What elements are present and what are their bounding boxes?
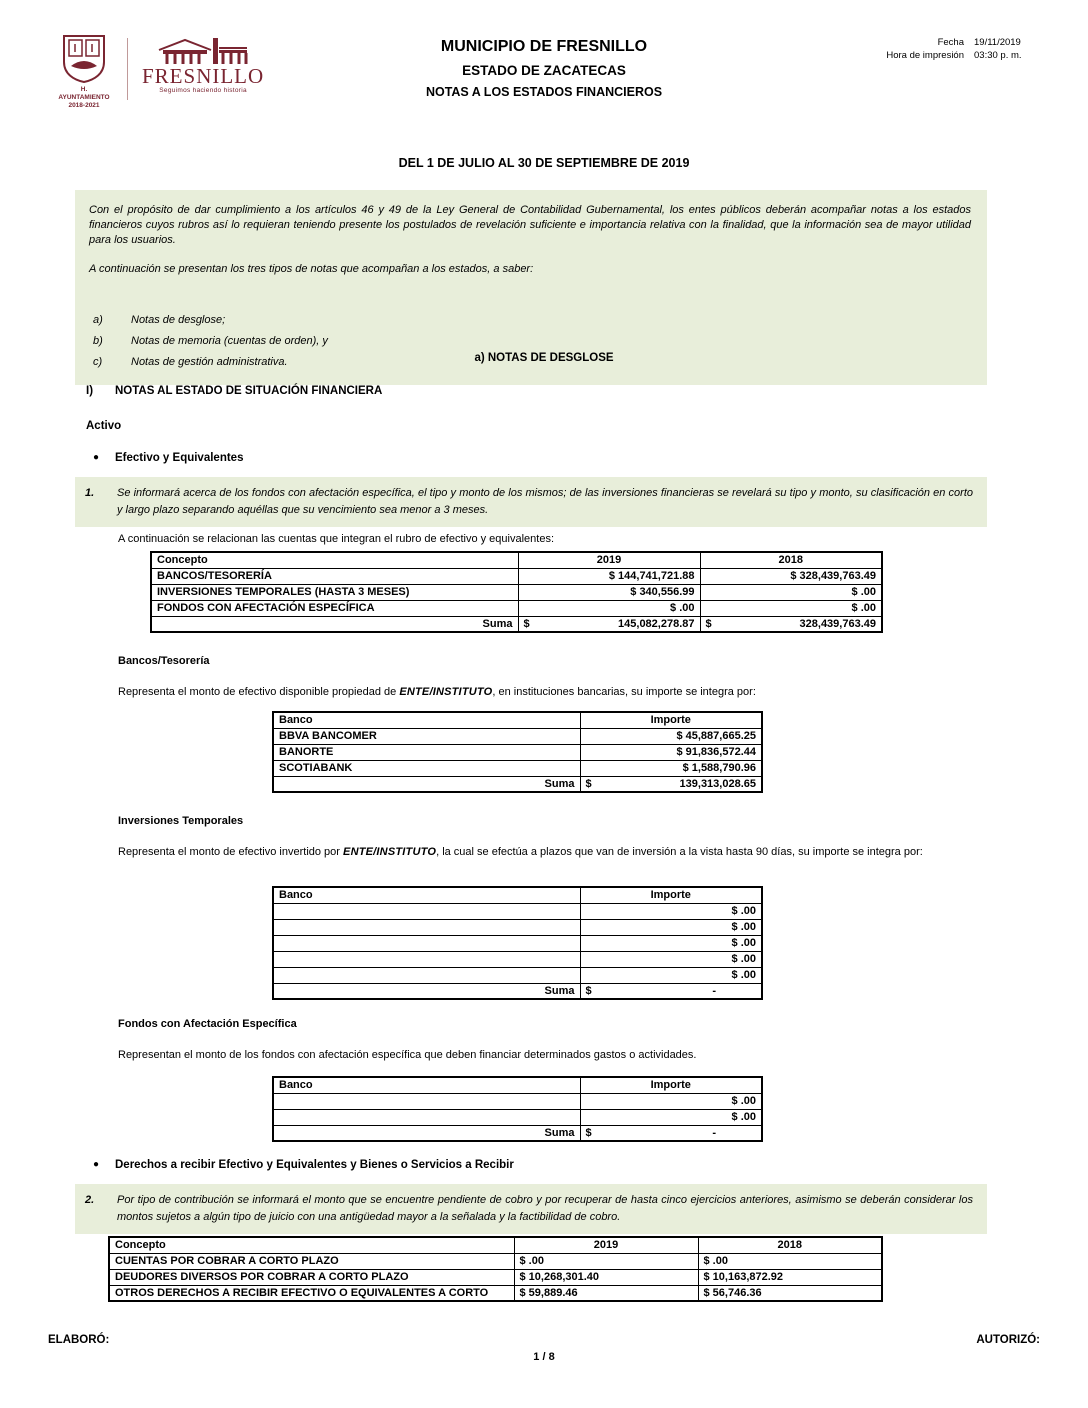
suma-label-cell: Suma xyxy=(273,776,580,792)
fondos-heading: Fondos con Afectación Específica xyxy=(118,1018,297,1030)
column-header: 2019 xyxy=(518,552,700,568)
document-title: MUNICIPIO DE FRESNILLO xyxy=(440,38,648,55)
amount-cell: $ .00 xyxy=(580,919,762,935)
table-row xyxy=(273,728,762,744)
table-header-row xyxy=(273,1077,762,1093)
suma-amount-cell xyxy=(518,616,700,632)
amount-cell: $ 45,887,665.25 xyxy=(580,728,762,744)
amount-cell: $ .00 xyxy=(580,967,762,983)
ente-instituto-emphasis: ENTE/INSTITUTO xyxy=(399,686,493,698)
bullet-icon: ● xyxy=(93,452,100,463)
table-header-row xyxy=(273,887,762,903)
amount-cell: $ 144,741,721.88 xyxy=(518,568,700,584)
column-header: 2018 xyxy=(698,1237,882,1253)
period-title: DEL 1 DE JULIO AL 30 DE SEPTIEMBRE DE 2019 xyxy=(398,156,690,170)
note-text: Por tipo de contribución se informará el monto que se encuentre pendiente de cobro y por recuperar de hasta cinco ejercicios anteriores, asimismo se deberán considerar los montos sujetos a algún tipo de juicio con una antigüedad mayor a la señalada y la factibilidad de cobro. xyxy=(117,1194,973,1223)
list-item-marker: b) xyxy=(93,335,103,347)
suma-row xyxy=(273,776,762,792)
suma-value: 328,439,763.49 xyxy=(799,617,876,630)
desglose-section-title: a) NOTAS DE DESGLOSE xyxy=(474,352,614,364)
suma-row xyxy=(151,616,882,632)
bancos-heading: Bancos/Tesorería xyxy=(118,655,210,667)
suma-amount-cell xyxy=(580,1125,762,1141)
print-info xyxy=(886,36,1046,62)
intro-paragraph-2: A continuación se presentan los tres tipos de notas que acompañan a los estados, a saber: xyxy=(89,263,534,275)
currency-symbol: $ xyxy=(705,617,712,630)
amount-cell: $ .00 xyxy=(700,600,882,616)
table-row xyxy=(109,1269,882,1285)
inversiones-text-post: , la cual se efectúa a plazos que van de inversión a la vista hasta 90 días, su importe se integra por: xyxy=(436,846,923,858)
bancos-text-pre: Representa el monto de efectivo disponible propiedad de xyxy=(118,686,400,698)
row-label-cell: SCOTIABANK xyxy=(273,760,580,776)
table-row xyxy=(273,935,762,951)
row-label-cell: OTROS DERECHOS A RECIBIR EFECTIVO O EQUIVALENTES A CORTO xyxy=(109,1285,514,1301)
row-label-cell xyxy=(273,903,580,919)
amount-cell: $ .00 xyxy=(580,935,762,951)
column-header: Importe xyxy=(580,887,762,903)
table-row xyxy=(273,919,762,935)
column-header: Concepto xyxy=(109,1237,514,1253)
table-header-row xyxy=(109,1237,882,1253)
note-1-box xyxy=(75,477,987,527)
row-label-cell xyxy=(273,919,580,935)
note-number: 1. xyxy=(85,487,95,499)
list-item-text: Notas de desglose; xyxy=(131,314,226,326)
table-row xyxy=(273,903,762,919)
row-label-cell: BBVA BANCOMER xyxy=(273,728,580,744)
caption-line-1: H. AYUNTAMIENTO xyxy=(58,86,110,101)
print-date-row xyxy=(886,36,1046,49)
currency-symbol: $ xyxy=(585,1126,592,1139)
amount-cell: $ .00 xyxy=(698,1253,882,1269)
suma-amount-cell xyxy=(580,776,762,792)
amount-cell: $ 59,889.46 xyxy=(514,1285,698,1301)
table-row xyxy=(151,600,882,616)
brand-tagline: Seguimos haciendo historia xyxy=(159,87,247,94)
amount-cell: $ .00 xyxy=(700,584,882,600)
amount-cell: $ .00 xyxy=(518,600,700,616)
row-label-cell xyxy=(273,935,580,951)
column-header: Banco xyxy=(273,887,580,903)
list-item-marker: c) xyxy=(93,356,103,368)
amount-cell: $ 328,439,763.49 xyxy=(700,568,882,584)
suma-value: - xyxy=(712,1126,716,1139)
table-row xyxy=(273,1093,762,1109)
efectivo-equivalentes-table xyxy=(150,551,883,633)
suma-row xyxy=(273,1125,762,1141)
derechos-bullet-label: Derechos a recibir Efectivo y Equivalentes y Bienes o Servicios a Recibir xyxy=(115,1159,514,1171)
amount-cell: $ 10,163,872.92 xyxy=(698,1269,882,1285)
suma-label-cell: Suma xyxy=(273,1125,580,1141)
row-label-cell: BANCOS/TESORERÍA xyxy=(151,568,518,584)
elaboro-label: ELABORÓ: xyxy=(48,1334,110,1346)
fondos-afectacion-table xyxy=(272,1076,763,1142)
situacion-section-marker: I) xyxy=(86,385,94,397)
row-label-cell xyxy=(273,1093,580,1109)
row-label-cell xyxy=(273,951,580,967)
print-time-value: 03:30 p. m. xyxy=(974,50,1022,61)
column-header: Importe xyxy=(580,1077,762,1093)
table-row xyxy=(109,1253,882,1269)
amount-cell: $ 56,746.36 xyxy=(698,1285,882,1301)
page-number: 1 / 8 xyxy=(533,1351,555,1363)
note-text: Se informará acerca de los fondos con afectación específica, el tipo y monto de los mismos; de las inversiones financieras se revelará su tipo y monto, su clasificación en corto y largo plazo separando aquéllas que su vencimiento sea menor a 3 meses. xyxy=(117,487,973,516)
column-header: Importe xyxy=(580,712,762,728)
print-date-label: Fecha xyxy=(937,37,964,48)
table-row xyxy=(151,568,882,584)
suma-amount-cell xyxy=(580,983,762,999)
suma-value: - xyxy=(712,984,716,997)
print-date-value: 19/11/2019 xyxy=(974,37,1021,48)
row-label-cell: CUENTAS POR COBRAR A CORTO PLAZO xyxy=(109,1253,514,1269)
document-subtitle-state: ESTADO DE ZACATECAS xyxy=(462,63,626,78)
column-header: Banco xyxy=(273,712,580,728)
bancos-text-post: , en instituciones bancarias, su importe se integra por: xyxy=(492,686,756,698)
currency-symbol: $ xyxy=(585,984,592,997)
efectivo-intro-paragraph: A continuación se relacionan las cuentas que integran el rubro de efectivo y equivalentes: xyxy=(118,533,555,545)
column-header: 2019 xyxy=(514,1237,698,1253)
list-item-marker: a) xyxy=(93,314,103,326)
amount-cell: $ 91,836,572.44 xyxy=(580,744,762,760)
list-item-text: Notas de memoria (cuentas de orden), y xyxy=(131,335,328,347)
inversiones-paragraph xyxy=(118,845,986,861)
table-header-row xyxy=(273,712,762,728)
document-subtitle-notes: NOTAS A LOS ESTADOS FINANCIEROS xyxy=(425,85,663,99)
derechos-recibir-table xyxy=(108,1236,883,1302)
row-label-cell: FONDOS CON AFECTACIÓN ESPECÍFICA xyxy=(151,600,518,616)
suma-value: 145,082,278.87 xyxy=(618,617,695,630)
table-row xyxy=(273,967,762,983)
column-header: Concepto xyxy=(151,552,518,568)
ente-instituto-emphasis: ENTE/INSTITUTO xyxy=(343,846,437,858)
table-row xyxy=(109,1285,882,1301)
row-label-cell: INVERSIONES TEMPORALES (HASTA 3 MESES) xyxy=(151,584,518,600)
derechos-bullet-heading xyxy=(93,1159,514,1171)
efectivo-bullet-label: Efectivo y Equivalentes xyxy=(115,452,244,464)
note-number: 2. xyxy=(85,1194,95,1206)
suma-row xyxy=(273,983,762,999)
column-header: 2018 xyxy=(700,552,882,568)
list-item xyxy=(89,310,971,331)
note-2-box xyxy=(75,1184,987,1234)
caption-line-2: 2018-2021 xyxy=(68,102,100,109)
table-row xyxy=(273,1109,762,1125)
print-time-label: Hora de impresión xyxy=(886,50,964,61)
row-label-cell: DEUDORES DIVERSOS POR COBRAR A CORTO PLAZO xyxy=(109,1269,514,1285)
suma-value: 139,313,028.65 xyxy=(679,777,756,790)
situacion-section-title: NOTAS AL ESTADO DE SITUACIÓN FINANCIERA xyxy=(115,385,383,397)
currency-symbol: $ xyxy=(585,777,592,790)
currency-symbol: $ xyxy=(523,617,530,630)
row-label-cell xyxy=(273,1109,580,1125)
bancos-tesoreria-table xyxy=(272,711,763,793)
autorizo-label: AUTORIZÓ: xyxy=(976,1334,1040,1346)
brand-name: FRESNILLO xyxy=(142,64,265,88)
print-time-row xyxy=(886,49,1046,62)
bancos-paragraph xyxy=(118,685,986,701)
fondos-paragraph: Representan el monto de los fondos con afectación específica que deben financiar determinados gastos o actividades. xyxy=(118,1049,697,1061)
amount-cell: $ .00 xyxy=(580,1109,762,1125)
activo-heading: Activo xyxy=(86,420,122,432)
inversiones-text-pre: Representa el monto de efectivo invertido por xyxy=(118,846,344,858)
amount-cell: $ .00 xyxy=(514,1253,698,1269)
inversiones-heading: Inversiones Temporales xyxy=(118,815,244,827)
amount-cell: $ 340,556.99 xyxy=(518,584,700,600)
table-row xyxy=(151,584,882,600)
amount-cell: $ .00 xyxy=(580,1093,762,1109)
table-row xyxy=(273,744,762,760)
amount-cell: $ 10,268,301.40 xyxy=(514,1269,698,1285)
amount-cell: $ .00 xyxy=(580,903,762,919)
inversiones-temporales-table xyxy=(272,886,763,1000)
suma-label-cell: Suma xyxy=(151,616,518,632)
bullet-icon: ● xyxy=(93,1159,100,1170)
column-header: Banco xyxy=(273,1077,580,1093)
table-header-row xyxy=(151,552,882,568)
row-label-cell xyxy=(273,967,580,983)
row-label-cell: BANORTE xyxy=(273,744,580,760)
amount-cell: $ .00 xyxy=(580,951,762,967)
list-item-text: Notas de gestión administrativa. xyxy=(131,356,288,368)
suma-amount-cell xyxy=(700,616,882,632)
list-item xyxy=(89,331,971,352)
suma-label-cell: Suma xyxy=(273,983,580,999)
amount-cell: $ 1,588,790.96 xyxy=(580,760,762,776)
efectivo-bullet-heading xyxy=(93,452,243,464)
table-row xyxy=(273,951,762,967)
table-row xyxy=(273,760,762,776)
intro-paragraph-1: Con el propósito de dar cumplimiento a los artículos 46 y 49 de la Ley General de Contabilidad Gubernamental, los entes públicos deberán acompañar notas a los estados financieros cuyos rubros así lo requieran teniendo presente los postulados de revelación suficiente e importancia relativa con la finalidad, que la información sea de mayor utilidad para los usuarios. xyxy=(89,204,971,246)
